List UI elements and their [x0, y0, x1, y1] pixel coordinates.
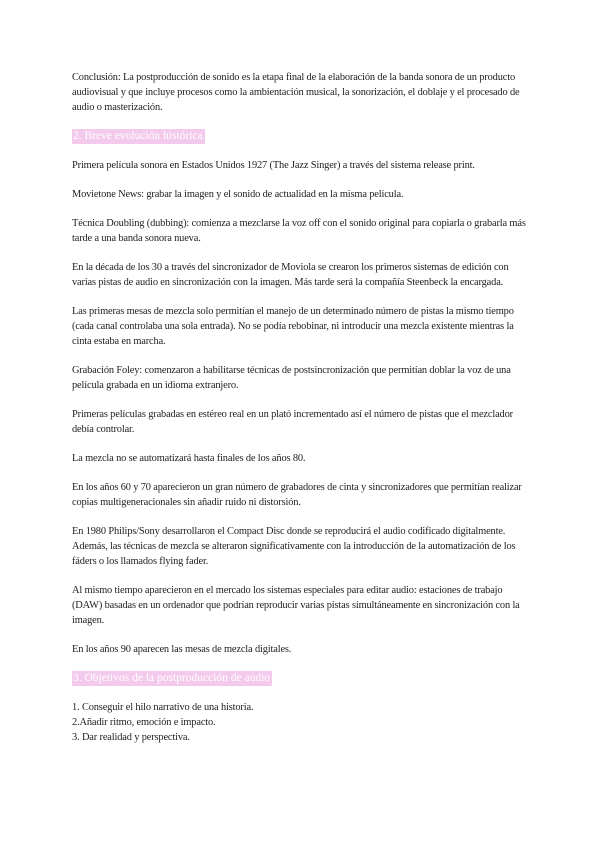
list-item: 2.Añadir ritmo, emoción e impacto. — [72, 717, 216, 728]
paragraph: En 1980 Philips/Sony desarrollaron el Compact Disc donde se reproducirá el audio codificado digitalmente. Además, las técnicas de mezcla se alteraron significativamente con la introducción de la automatización de los fáders o los llamados flying fader. — [72, 526, 516, 567]
conclusion-paragraph: Conclusión: La postproducción de sonido es la etapa final de la elaboración de la banda sonora de un producto audiovisual y que incluye procesos como la ambientación musical, la sonorización, el doblaje y el procesado de audio o masterización. — [72, 72, 520, 113]
paragraph: Al mismo tiempo aparecieron en el mercado los sistemas especiales para editar audio: estaciones de trabajo (DAW) basadas en un ordenador que podrían reproducir varias pistas simultáneamente en sincronización con la imagen. — [72, 585, 520, 626]
paragraph: En la década de los 30 a través del sincronizador de Moviola se crearon los primeros sistemas de edición con varias pistas de audio en sincronización con la imagen. Más tarde será la compañía Steenbeck la encargada. — [72, 262, 509, 288]
paragraph: En los años 90 aparecen las mesas de mezcla digitales. — [72, 644, 292, 655]
list-item: 1. Conseguir el hilo narrativo de una historia. — [72, 702, 254, 713]
paragraph: Movietone News: grabar la imagen y el sonido de actualidad en la misma película. — [72, 189, 404, 200]
paragraph: Primeras películas grabadas en estéreo real en un plató incrementado así el número de pistas que el mezclador debía controlar. — [72, 409, 513, 435]
paragraph: Las primeras mesas de mezcla solo permitían el manejo de un determinado número de pistas la mismo tiempo (cada canal controlaba una sola entrada). No se podía rebobinar, ni introducir una mezcla existente mientras la cinta estaba en marcha. — [72, 306, 514, 347]
section-heading-evolution: 2. Breve evolución histórica — [73, 130, 203, 142]
objectives-list — [72, 700, 530, 745]
paragraph: Grabación Foley: comenzaron a habilitarse técnicas de postsincronización que permitían doblar la voz de una película grabada en un idioma extranjero. — [72, 365, 511, 391]
paragraph: En los años 60 y 70 aparecieron un gran número de grabadores de cinta y sincronizadores que permitían realizar copias multigeneracionales sin añadir ruido ni distorsión. — [72, 482, 522, 508]
paragraph: La mezcla no se automatizará hasta finales de los años 80. — [72, 453, 306, 464]
paragraph: Técnica Doubling (dubbing): comienza a mezclarse la voz off con el sonido original para copiarla o grabarla más tarde a una banda sonora nueva. — [72, 218, 526, 244]
document-body — [72, 70, 530, 745]
list-item: 3. Dar realidad y perspectiva. — [72, 732, 190, 743]
paragraph: Primera película sonora en Estados Unidos 1927 (The Jazz Singer) a través del sistema release print. — [72, 160, 475, 171]
section-heading-objectives: 3. Objetivos de la postproducción de audio — [73, 672, 271, 684]
